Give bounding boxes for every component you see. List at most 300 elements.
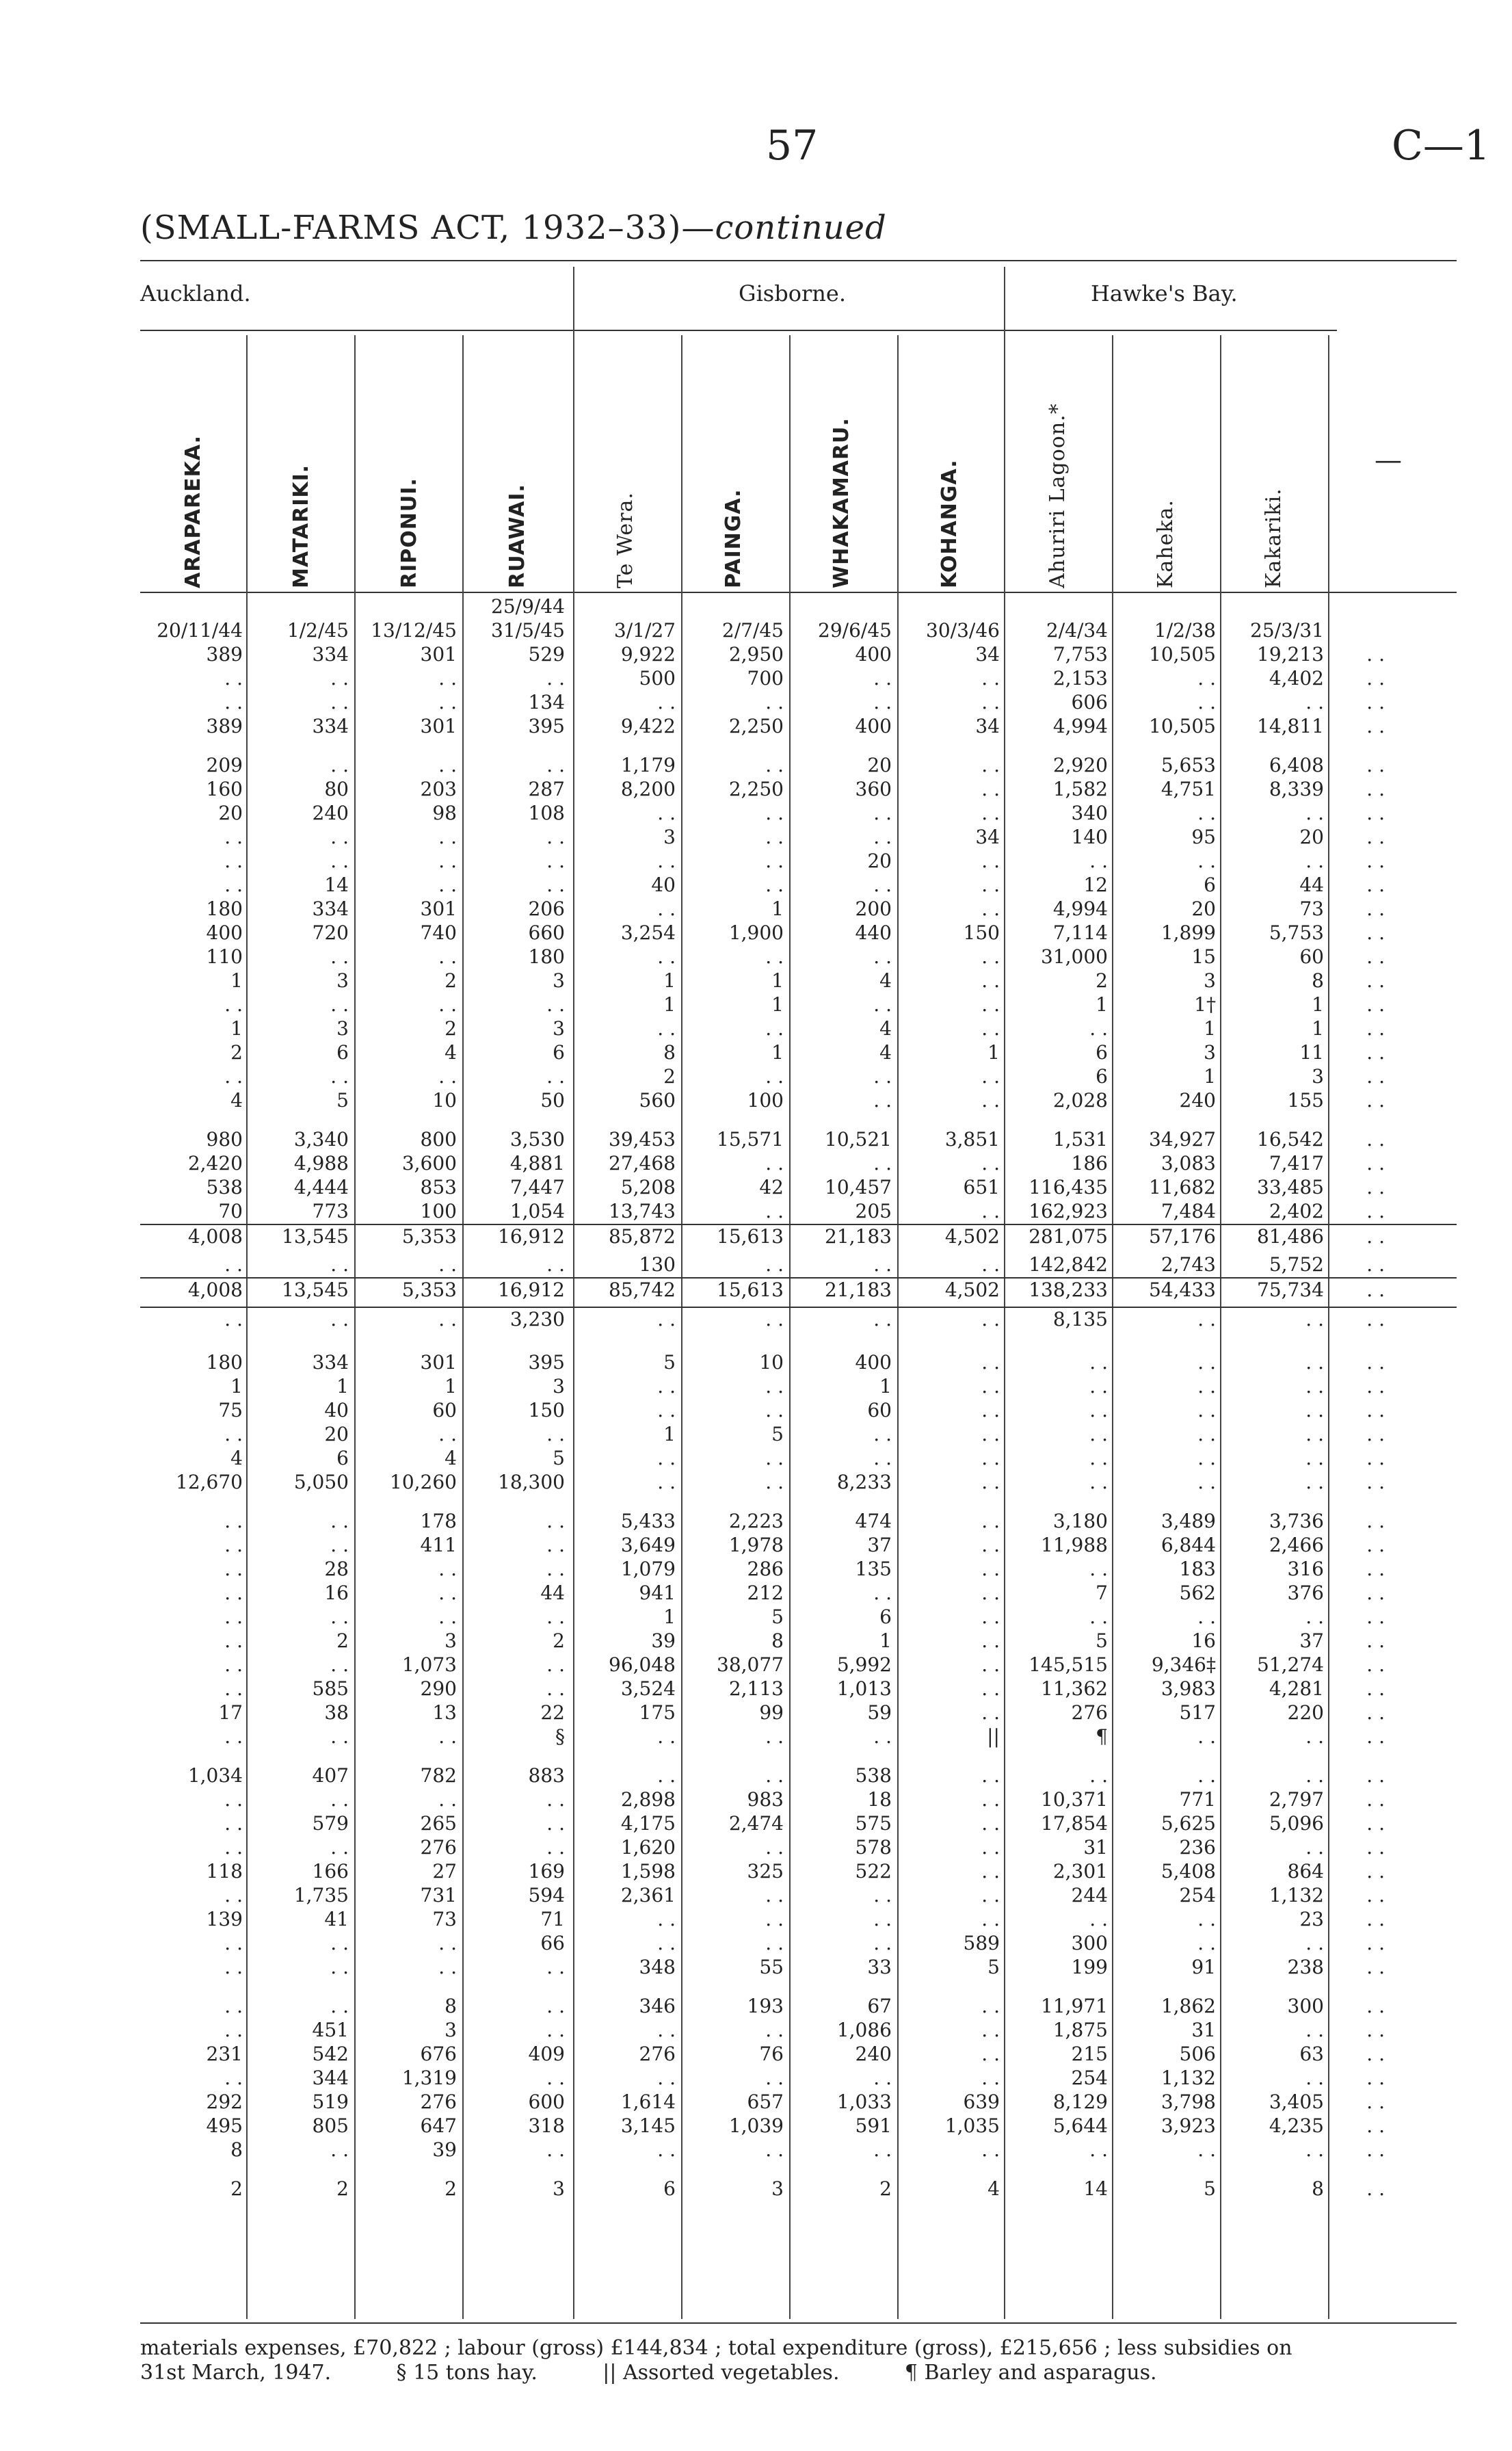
table-cell: 389 — [206, 643, 243, 666]
table-cell: . . — [765, 1065, 784, 1088]
table-cell: . . — [330, 691, 349, 713]
table-cell: . . — [224, 1812, 243, 1835]
table-cell-extra: . . — [1366, 826, 1385, 848]
table-cell: . . — [873, 1908, 892, 1930]
table-cell: 5,353 — [401, 1225, 457, 1248]
rule-region — [140, 330, 1337, 331]
table-cell: 1 — [230, 1375, 243, 1398]
table-cell: . . — [873, 874, 892, 896]
table-cell: . . — [657, 1375, 676, 1398]
table-cell: . . — [224, 691, 243, 713]
table-cell: 116,435 — [1029, 1176, 1108, 1198]
table-cell: 281,075 — [1029, 1225, 1108, 1248]
table-cell-extra: . . — [1366, 1253, 1385, 1276]
table-cell: . . — [224, 874, 243, 896]
table-row — [140, 667, 1457, 691]
table-cell: 16,542 — [1257, 1128, 1324, 1151]
table-cell: 301 — [420, 715, 457, 737]
table-cell: . . — [438, 1605, 457, 1628]
table-cell: 4,502 — [944, 1279, 1000, 1301]
table-cell: . . — [224, 1629, 243, 1652]
table-cell: 67 — [867, 1995, 892, 2017]
table-cell: . . — [981, 993, 1000, 1016]
table-cell: 4 — [230, 1447, 243, 1469]
table-cell: . . — [1089, 1605, 1108, 1628]
table-cell: 3 — [663, 826, 676, 848]
table-cell: 13,545 — [282, 1225, 349, 1248]
table-cell: 579 — [312, 1812, 349, 1835]
table-cell-extra: . . — [1366, 969, 1385, 992]
table-cell: 25/3/31 — [1250, 619, 1324, 642]
table-cell: . . — [330, 667, 349, 690]
table-cell: 118 — [206, 1860, 243, 1883]
title-main: (SMALL-FARMS ACT, 1932–33)— — [140, 209, 715, 247]
table-cell: . . — [438, 874, 457, 896]
table-cell: . . — [1305, 1375, 1324, 1398]
table-row — [140, 1908, 1457, 1932]
table-cell: 495 — [206, 2114, 243, 2137]
table-row — [140, 754, 1457, 778]
table-cell-extra: . . — [1366, 1956, 1385, 1978]
table-cell: . . — [981, 1471, 1000, 1493]
table-cell: 10,505 — [1149, 643, 1216, 666]
table-cell: 3,983 — [1160, 1677, 1216, 1700]
table-cell: 38 — [324, 1701, 349, 1724]
table-cell: 21,183 — [825, 1279, 892, 1301]
table-cell-extra: . . — [1366, 1089, 1385, 1112]
table-cell: . . — [981, 1677, 1000, 1700]
table-cell: 864 — [1287, 1860, 1324, 1883]
table-cell: 55 — [759, 1956, 784, 1978]
table-cell: 100 — [747, 1089, 784, 1112]
table-cell: 5 — [771, 1423, 784, 1445]
table-cell: . . — [546, 1253, 565, 1276]
table-cell: 199 — [1071, 1956, 1108, 1978]
table-cell: 110 — [206, 945, 243, 968]
table-row — [140, 778, 1457, 802]
table-cell: 7,484 — [1160, 1200, 1216, 1222]
table-cell: 560 — [639, 1089, 676, 1112]
table-cell: 5 — [553, 1447, 565, 1469]
table-cell: 31 — [1083, 1836, 1108, 1859]
table-cell: . . — [224, 1065, 243, 1088]
table-cell: 41 — [324, 1908, 349, 1930]
table-row — [140, 1812, 1457, 1836]
table-cell: 1 — [663, 993, 676, 1016]
rule-top — [140, 260, 1457, 261]
table-cell: 12 — [1083, 874, 1108, 896]
table-cell: 1,179 — [620, 754, 676, 776]
table-cell: 1,875 — [1052, 2019, 1108, 2041]
table-cell: . . — [224, 993, 243, 1016]
table-cell: . . — [657, 1308, 676, 1331]
table-cell: 4,994 — [1052, 897, 1108, 920]
table-cell: 395 — [528, 1351, 565, 1374]
table-cell: 2 — [553, 1629, 565, 1652]
table-cell: . . — [224, 1932, 243, 1954]
table-cell: 17 — [218, 1701, 243, 1724]
table-cell: 11,988 — [1041, 1534, 1108, 1556]
table-cell: . . — [224, 826, 243, 848]
table-cell: 376 — [1287, 1582, 1324, 1604]
table-cell: 265 — [420, 1812, 457, 1835]
table-row — [140, 969, 1457, 993]
table-cell: 75,734 — [1257, 1279, 1324, 1301]
table-cell: . . — [1197, 1308, 1216, 1331]
table-cell: 3 — [771, 2177, 784, 2200]
table-cell: 28 — [324, 1558, 349, 1580]
table-cell-extra: . . — [1366, 1701, 1385, 1724]
table-row — [140, 1510, 1457, 1534]
table-cell: . . — [330, 1065, 349, 1088]
table-cell: 8,233 — [836, 1471, 892, 1493]
table-cell: 1 — [987, 1041, 1000, 1064]
table-cell: 340 — [1071, 802, 1108, 824]
table-cell: . . — [330, 754, 349, 776]
table-cell: 2,466 — [1269, 1534, 1324, 1556]
table-cell: 14,811 — [1257, 715, 1324, 737]
table-cell: 2,420 — [187, 1152, 243, 1175]
table-cell: 2 — [663, 1065, 676, 1088]
table-cell: 300 — [1287, 1995, 1324, 2017]
table-cell: 15,613 — [717, 1279, 784, 1301]
table-cell: 142,842 — [1029, 1253, 1108, 1276]
table-cell: 720 — [312, 921, 349, 944]
table-cell: . . — [981, 667, 1000, 690]
table-cell: . . — [765, 945, 784, 968]
table-cell: . . — [1305, 850, 1324, 872]
table-cell: 4,444 — [293, 1176, 349, 1198]
table-cell: . . — [981, 1152, 1000, 1175]
table-cell: . . — [873, 1089, 892, 1112]
table-row — [140, 1351, 1457, 1375]
table-cell: 348 — [639, 1956, 676, 1978]
table-cell: 276 — [420, 2090, 457, 2113]
table-cell-extra: . . — [1366, 1471, 1385, 1493]
table-cell-extra: . . — [1366, 1375, 1385, 1398]
table-cell: 4,175 — [620, 1812, 676, 1835]
table-cell: . . — [1089, 1375, 1108, 1398]
table-cell: 10,505 — [1149, 715, 1216, 737]
table-row — [140, 1307, 1457, 1336]
table-row — [140, 1629, 1457, 1653]
table-cell: . . — [1197, 1725, 1216, 1748]
table-cell: 150 — [528, 1399, 565, 1421]
table-cell-extra: . . — [1366, 1884, 1385, 1906]
table-cell: 292 — [206, 2090, 243, 2113]
table-cell: . . — [765, 1017, 784, 1040]
table-cell-extra: . . — [1366, 1152, 1385, 1175]
table-cell: . . — [330, 993, 349, 1016]
table-cell: 11 — [1299, 1041, 1324, 1064]
table-cell: 2,920 — [1052, 754, 1108, 776]
table-cell: 6 — [1096, 1041, 1108, 1064]
table-cell: . . — [1197, 850, 1216, 872]
table-cell: . . — [224, 1582, 243, 1604]
table-cell: . . — [981, 1788, 1000, 1811]
table-cell: . . — [873, 667, 892, 690]
table-cell: 2,250 — [728, 778, 784, 800]
table-cell: 5,644 — [1052, 2114, 1108, 2137]
table-cell: 2,028 — [1052, 1089, 1108, 1112]
table-cell: 51,274 — [1257, 1653, 1324, 1676]
table-cell: . . — [1305, 1605, 1324, 1628]
table-cell: 203 — [420, 778, 457, 800]
table-cell: 2 — [879, 2177, 892, 2200]
table-cell: 6 — [1204, 874, 1216, 896]
table-cell: 1 — [1312, 1017, 1324, 1040]
table-cell: . . — [330, 1510, 349, 1532]
table-cell: . . — [765, 754, 784, 776]
table-cell: 334 — [312, 715, 349, 737]
table-cell: . . — [981, 1253, 1000, 1276]
table-cell: . . — [1089, 2138, 1108, 2161]
table-cell-extra: . . — [1366, 945, 1385, 968]
table-cell: . . — [657, 1471, 676, 1493]
table-cell: . . — [330, 1308, 349, 1331]
table-cell: . . — [1089, 850, 1108, 872]
table-cell-extra: . . — [1366, 1995, 1385, 2017]
table-cell: 3,649 — [620, 1534, 676, 1556]
table-cell: 731 — [420, 1884, 457, 1906]
table-cell: . . — [330, 826, 349, 848]
table-row — [140, 1399, 1457, 1423]
table-cell: 2 — [445, 969, 457, 992]
table-cell: 2 — [230, 1041, 243, 1064]
table-row — [140, 691, 1457, 715]
table-cell: 1,900 — [728, 921, 784, 944]
table-cell: . . — [873, 691, 892, 713]
table-cell: 286 — [747, 1558, 784, 1580]
table-cell: 3,489 — [1160, 1510, 1216, 1532]
table-row — [140, 1447, 1457, 1471]
table-cell: . . — [224, 1253, 243, 1276]
table-cell: 23 — [1299, 1908, 1324, 1930]
table-cell: 186 — [1071, 1152, 1108, 1175]
table-cell: 4,502 — [944, 1225, 1000, 1248]
rule-bottom — [140, 2322, 1457, 2324]
table-cell: . . — [330, 1653, 349, 1676]
table-cell: 95 — [1191, 826, 1216, 848]
table-cell: 3,145 — [620, 2114, 676, 2137]
table-cell: 4,881 — [509, 1152, 565, 1175]
rule-header — [140, 592, 1457, 593]
table-cell-extra: . . — [1366, 1065, 1385, 1088]
table-cell: 212 — [747, 1582, 784, 1604]
table-cell: . . — [1305, 1471, 1324, 1493]
table-cell: . . — [873, 802, 892, 824]
table-cell: 80 — [324, 778, 349, 800]
table-cell: 2,743 — [1160, 1253, 1216, 1276]
table-cell-extra: . . — [1366, 2177, 1385, 2200]
table-cell: 10 — [432, 1089, 457, 1112]
table-row — [140, 1605, 1457, 1629]
table-cell: 2 — [230, 2177, 243, 2200]
table-cell: 562 — [1179, 1582, 1216, 1604]
table-cell: 162,923 — [1029, 1200, 1108, 1222]
table-cell: . . — [546, 2138, 565, 2161]
table-cell: 334 — [312, 897, 349, 920]
table-cell: 169 — [528, 1860, 565, 1883]
table-cell: 209 — [206, 754, 243, 776]
table-cell: . . — [224, 1534, 243, 1556]
table-cell: . . — [546, 1788, 565, 1811]
table-cell-extra: . . — [1366, 691, 1385, 713]
table-cell: 3 — [553, 1375, 565, 1398]
table-cell: 3 — [553, 1017, 565, 1040]
table-cell: 853 — [420, 1176, 457, 1198]
table-cell: . . — [330, 1534, 349, 1556]
table-cell: . . — [224, 1884, 243, 1906]
table-cell: 1 — [336, 1375, 349, 1398]
table-row — [140, 1860, 1457, 1884]
table-cell: 941 — [639, 1582, 676, 1604]
table-cell: 639 — [963, 2090, 1000, 2113]
table-cell: 13,743 — [609, 1200, 676, 1222]
table-cell: . . — [981, 1558, 1000, 1580]
region-auckland: Auckland. — [140, 280, 251, 306]
table-cell: 8 — [230, 2138, 243, 2161]
table-cell: 5 — [336, 1089, 349, 1112]
table-cell: 100 — [420, 1200, 457, 1222]
table-cell: 140 — [1071, 826, 1108, 848]
table-row — [140, 1200, 1457, 1224]
table-cell: 5 — [663, 1351, 676, 1374]
table-cell: 7,753 — [1052, 643, 1108, 666]
table-cell: 39 — [432, 2138, 457, 2161]
table-cell: . . — [981, 1836, 1000, 1859]
table-cell: 60 — [867, 1399, 892, 1421]
table-cell: . . — [546, 1534, 565, 1556]
table-cell: . . — [981, 1089, 1000, 1112]
table-cell: 983 — [747, 1788, 784, 1811]
table-cell: 389 — [206, 715, 243, 737]
table-cell: . . — [546, 1677, 565, 1700]
table-cell: . . — [873, 1447, 892, 1469]
table-row — [140, 2067, 1457, 2090]
table-cell: 40 — [651, 874, 676, 896]
table-cell: 9,922 — [620, 643, 676, 666]
table-cell: 6 — [336, 1041, 349, 1064]
table-cell: . . — [981, 754, 1000, 776]
table-cell: 591 — [855, 2114, 892, 2137]
table-cell: 2 — [1096, 969, 1108, 992]
table-cell: 16,912 — [498, 1279, 565, 1301]
table-cell: 3 — [336, 969, 349, 992]
table-cell: 2,950 — [728, 643, 784, 666]
table-cell: . . — [981, 1764, 1000, 1787]
table-cell: . . — [765, 2067, 784, 2089]
table-cell: . . — [438, 1932, 457, 1954]
table-cell: 805 — [312, 2114, 349, 2137]
table-cell: 1,034 — [187, 1764, 243, 1787]
table-cell: 20 — [1191, 897, 1216, 920]
table-cell-extra: . . — [1366, 1447, 1385, 1469]
table-cell: 98 — [432, 802, 457, 824]
table-row — [140, 1725, 1457, 1749]
table-cell-extra: . . — [1366, 1932, 1385, 1954]
table-cell: 606 — [1071, 691, 1108, 713]
table-cell: . . — [1305, 1423, 1324, 1445]
table-cell: 20 — [867, 754, 892, 776]
table-row — [140, 1995, 1457, 2019]
table-cell: 3 — [1312, 1065, 1324, 1088]
table-cell: . . — [657, 1908, 676, 1930]
table-cell: 474 — [855, 1510, 892, 1532]
table-row — [140, 1884, 1457, 1908]
table-cell: . . — [873, 2067, 892, 2089]
table-cell: . . — [330, 1956, 349, 1978]
table-cell: 85,742 — [609, 1279, 676, 1301]
table-cell: 44 — [540, 1582, 565, 1604]
table-cell: 3,736 — [1269, 1510, 1324, 1532]
table-cell: 3 — [1204, 969, 1216, 992]
table-cell: . . — [1089, 1017, 1108, 1040]
table-cell: . . — [981, 1605, 1000, 1628]
table-cell: . . — [981, 1995, 1000, 2017]
table-cell: . . — [765, 1932, 784, 1954]
table-cell: . . — [981, 1884, 1000, 1906]
table-cell: 980 — [206, 1128, 243, 1151]
table-cell: . . — [873, 1065, 892, 1088]
table-row — [140, 1041, 1457, 1065]
table-cell: 782 — [420, 1764, 457, 1787]
table-cell: . . — [765, 2138, 784, 2161]
table-cell: 33,485 — [1257, 1176, 1324, 1198]
table-cell: ¶ — [1096, 1725, 1108, 1748]
table-cell: 3,530 — [509, 1128, 565, 1151]
table-cell: . . — [546, 754, 565, 776]
table-cell: 1,862 — [1160, 1995, 1216, 2017]
table-cell: 155 — [1287, 1089, 1324, 1112]
table-cell: 2 — [336, 1629, 349, 1652]
table-cell: 301 — [420, 897, 457, 920]
table-row — [140, 1224, 1457, 1253]
footnote-line-1: materials expenses, £70,822 ; labour (gross) £144,834 ; total expenditure (gross), £215,656 ; less subsidies on — [140, 2336, 1292, 2360]
table-cell: . . — [330, 1725, 349, 1748]
table-cell: . . — [981, 1812, 1000, 1835]
table-cell: 5,096 — [1269, 1812, 1324, 1835]
table-cell: 34 — [975, 826, 1000, 848]
table-cell-extra: . . — [1366, 1399, 1385, 1421]
table-cell-extra: . . — [1366, 1582, 1385, 1604]
table-cell-extra: . . — [1366, 2067, 1385, 2089]
table-row — [140, 1764, 1457, 1788]
table-cell: 4 — [445, 1041, 457, 1064]
table-cell: . . — [438, 1423, 457, 1445]
table-cell: 8 — [1312, 2177, 1324, 2200]
table-cell: 2,301 — [1052, 1860, 1108, 1883]
table-cell: . . — [546, 993, 565, 1016]
table-row — [140, 826, 1457, 850]
table-cell: . . — [1089, 1423, 1108, 1445]
table-cell: 1 — [879, 1375, 892, 1398]
table-cell: 240 — [1179, 1089, 1216, 1112]
table-cell: . . — [765, 1308, 784, 1331]
table-row — [140, 1471, 1457, 1495]
table-cell: . . — [330, 1836, 349, 1859]
table-cell: 2,898 — [620, 1788, 676, 1811]
table-cell: 15,571 — [717, 1128, 784, 1151]
table-cell-extra: . . — [1366, 1677, 1385, 1700]
table-cell: . . — [1197, 1908, 1216, 1930]
table-cell: 7,447 — [509, 1176, 565, 1198]
table-cell: . . — [224, 1788, 243, 1811]
table-cell: 1,598 — [620, 1860, 676, 1883]
table-cell: . . — [1197, 1605, 1216, 1628]
table-cell: 400 — [855, 1351, 892, 1374]
table-cell: 1,039 — [728, 2114, 784, 2137]
